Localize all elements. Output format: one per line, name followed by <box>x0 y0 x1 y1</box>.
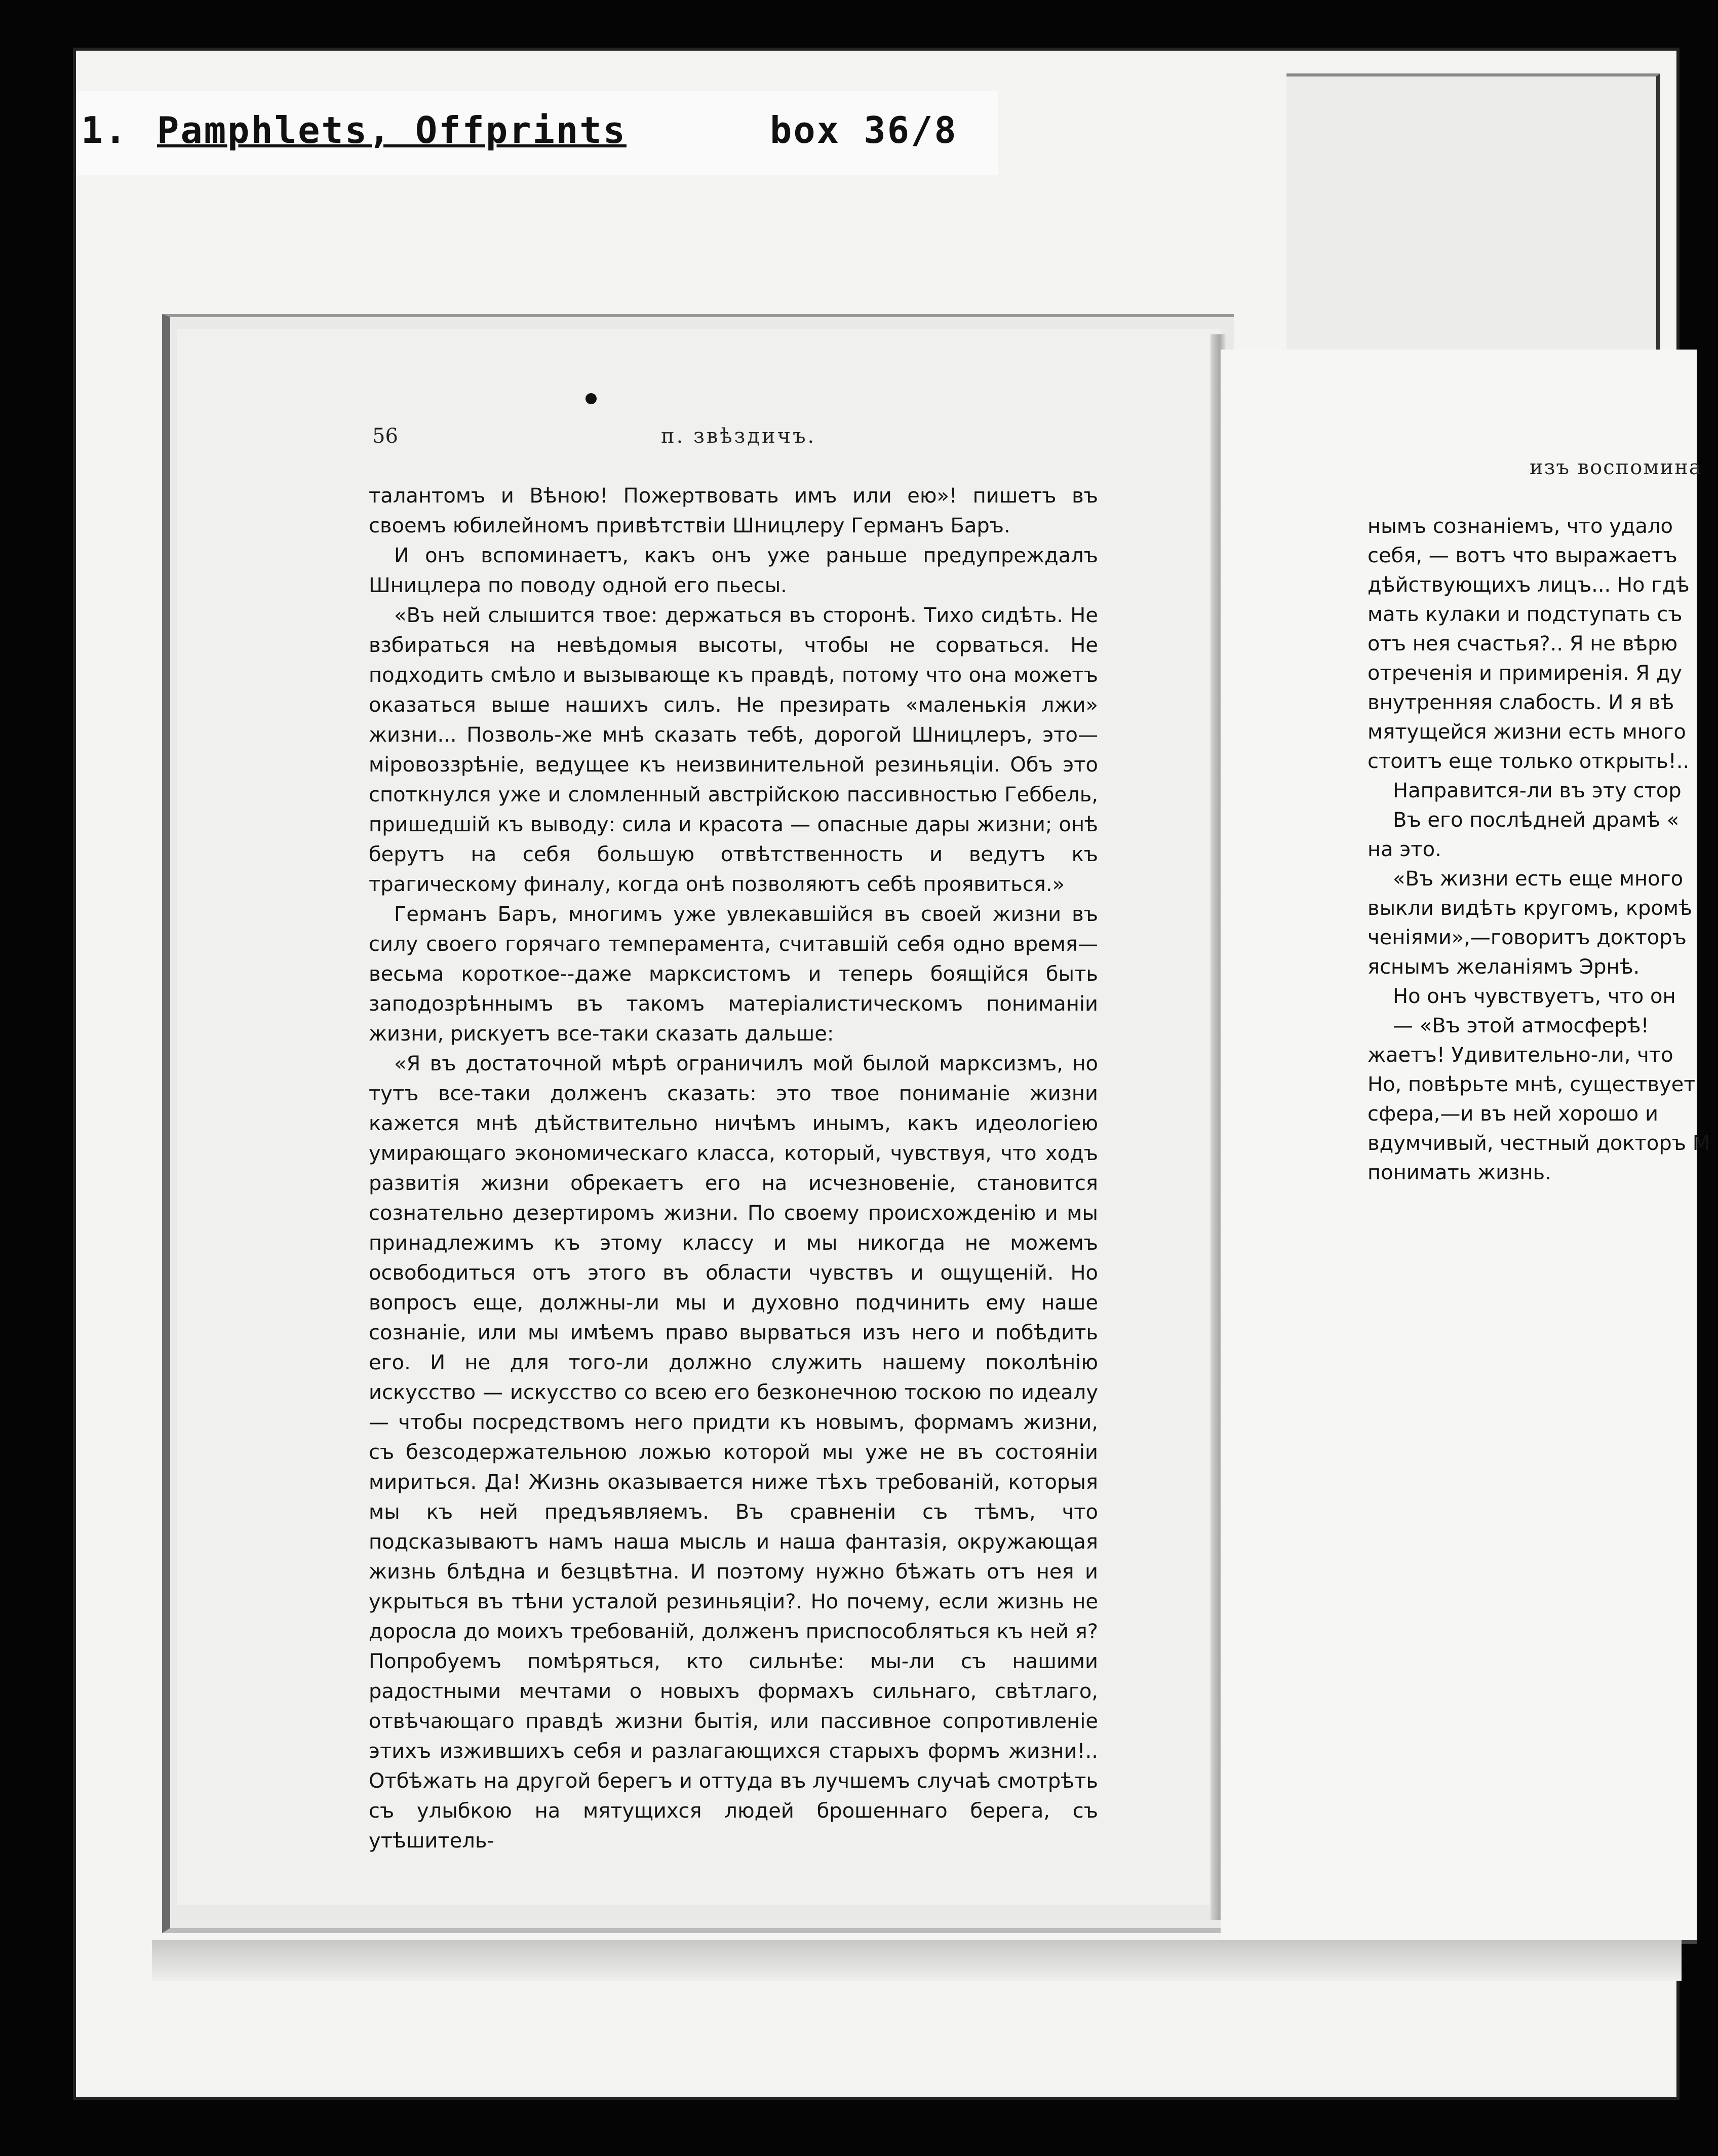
paragraph: И онъ вспоминаетъ, какъ онъ уже раньше предупреждалъ Шницлера по поводу одной его пьесы. <box>369 544 1098 597</box>
archive-label <box>76 91 998 175</box>
text-line: мать кулаки и подступать съ <box>1368 603 1683 626</box>
text-line: яснымъ желаніямъ Эрнѣ. <box>1368 955 1640 979</box>
ink-dot <box>585 393 597 404</box>
back-sheet <box>1286 73 1660 360</box>
paragraph: «Я въ достаточной мѣрѣ ограничилъ мой былой марксизмъ, но тутъ все-таки долженъ сказать: это твое пониманіе жизни кажется мнѣ дѣйствительно ничѣмъ инымъ, какъ идеологіею умирающаго экономическаго класса, который, чувствуя, что ходъ развитія жизни обрекаетъ его на исчезновеніе, становится сознательно дезертиромъ жизни. По своему происхожденію и мы принадлежимъ къ этому классу и мы никогда не можемъ освободиться отъ этого въ области чувствъ и ощущеній. Но вопросъ еще, должны-ли мы и духовно подчинить ему наше сознаніе, или мы имѣемъ право вырваться изъ него и побѣдить его. И не для того-ли должно служить нашему поколѣнію искусство — искусство со всею его безконечною тоскою по идеалу— чтобы посредствомъ него придти къ новымъ, формамъ жизни, съ безсодержательною ложью которой мы уже не въ состояніи мириться. Да! Жизнь оказывается ниже тѣхъ требованій, которыя мы къ ней предъявляемъ. Въ сравненіи съ тѣмъ, что подсказываютъ намъ наша мысль и наша фантазія, окружающая жизнь блѣдна и безцвѣтна. И поэтому нужно бѣжать отъ нея и укрыться въ тѣни усталой резиньяціи?. Но почему, если жизнь не доросла до моихъ требованій, долженъ приспособляться къ ней я? Попробуемъ помѣряться, кто сильнѣе: мы-ли съ нашими радостными мечтами о новыхъ формахъ сильнаго, свѣтлаго, отвѣчающаго правдѣ жизни бытія, или пассивное сопротивленіе этихъ изжившихъ себя и разлагающихся старыхъ формъ жизни!.. Отбѣжать на другой берегъ и оттуда въ лучшемъ случаѣ смотрѣть съ улыбкою на мятущихся людей брошеннаго берега, съ утѣшитель- <box>369 1052 1098 1853</box>
label-title: Pamphlets, Offprints <box>157 109 627 151</box>
text-line: жаетъ! Удивительно-ли, что <box>1368 1044 1673 1067</box>
text-line: отреченія и примиренія. Я ду <box>1368 662 1683 685</box>
text-line: себя, — вотъ что выражаетъ <box>1368 544 1677 567</box>
text-line: «Въ жизни есть еще много <box>1393 867 1684 891</box>
page-number: 56 <box>372 425 398 448</box>
right-page-text <box>1368 512 1718 1187</box>
paragraph: Германъ Баръ, многимъ уже увлекавшійся въ своей жизни въ силу своего горячаго темперамента, считавшій себя одно время— весьма короткое--даже марксистомъ и теперь боящійся быть заподозрѣннымъ въ такомъ матеріалистическомъ пониманіи жизни, рискуетъ все-таки сказать дальше: <box>369 903 1098 1046</box>
text-line: вдумчивый, честный докторъ М <box>1368 1132 1710 1155</box>
right-running-head: изъ воспомина <box>1530 456 1702 479</box>
label-box-number: box 36/8 <box>770 109 958 151</box>
text-line: дѣйствующихъ лицъ... Но гдѣ <box>1368 573 1690 597</box>
text-line: — «Въ этой атмосферѣ! <box>1393 1014 1649 1037</box>
text-line: Направится-ли въ эту стор <box>1393 779 1682 802</box>
text-line: отъ нея счастья?.. Я не вѣрю <box>1368 632 1678 656</box>
text-line: Въ его послѣдней драмѣ « <box>1393 808 1680 832</box>
page-author-head: п. звѣздичъ. <box>661 425 816 448</box>
text-line: на это. <box>1368 838 1441 861</box>
bottom-shadow <box>152 1940 1682 1981</box>
text-line: ченіями»,—говоритъ докторъ <box>1368 926 1687 949</box>
text-line: сфера,—и въ ней хорошо и <box>1368 1102 1658 1126</box>
text-line: нымъ сознаніемъ, что удало <box>1368 515 1673 538</box>
left-page-text <box>369 481 1098 1856</box>
text-line: понимать жизнь. <box>1368 1161 1551 1184</box>
text-line: внутренняя слабость. И я вѣ <box>1368 691 1674 714</box>
paragraph: «Въ ней слышится твое: держаться въ сторонѣ. Тихо сидѣть. Не взбираться на невѣдомыя высоты, чтобы не сорваться. Не подходить смѣло и вызывающе къ правдѣ, потому что она можетъ оказаться выше нашихъ силъ. Не презирать «маленькія лжи» жизни... Позволь-же мнѣ сказать тебѣ, дорогой Шницлеръ, это— міровоззрѣніе, ведущее къ неизвинительной резиньяціи. Объ это споткнулся уже и сломленный австрійскою пассивностью Геббель, пришедшій къ выводу: сила и красота — опасные дары жизни; онѣ берутъ на себя большую отвѣтственность и ведутъ къ трагическому финалу, когда онѣ позволяютъ себѣ проявиться.» <box>369 604 1098 896</box>
label-number: 1. <box>81 109 128 151</box>
text-line: Но онъ чувствуетъ, что он <box>1393 985 1676 1008</box>
text-line: стоитъ еще только открыть!.. <box>1368 750 1690 773</box>
text-line: мятущейся жизни есть много <box>1368 720 1686 744</box>
text-line: Но, повѣрьте мнѣ, существует <box>1368 1073 1696 1096</box>
paragraph: талантомъ и Вѣною! Пожертвовать имъ или ею»! пишетъ въ своемъ юбилейномъ привѣтствіи Шницлеру Германъ Баръ. <box>369 484 1098 537</box>
text-line: выкли видѣть кругомъ, кромѣ <box>1368 897 1692 920</box>
